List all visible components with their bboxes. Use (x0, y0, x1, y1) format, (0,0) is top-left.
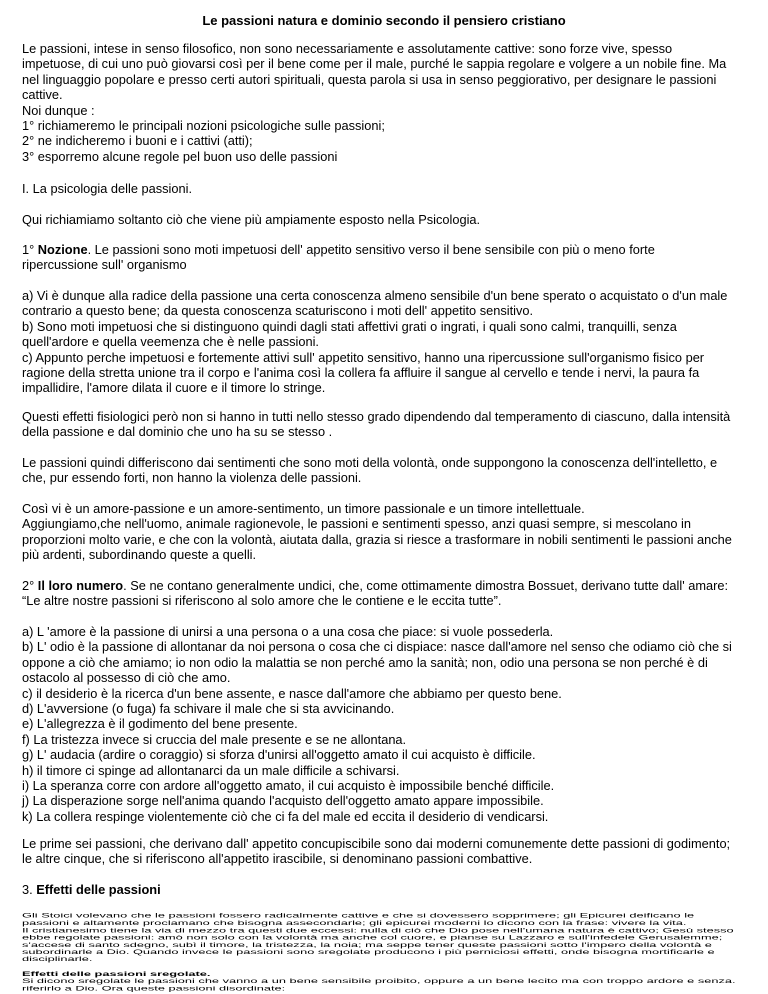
nozione-line: 1° Nozione. Le passioni sono moti impetuosi dell' appetito sensitivo verso il bene sensibile con più o meno forte (22, 242, 655, 257)
effetti-fisio-line: della passione e dal dominio che uno ha su se stesso . (22, 424, 333, 440)
passions-list-line: f) La tristezza invece si cruccia del male presente e se ne allontana. (22, 731, 407, 747)
points-abc-line: c) Appunto perche impetuosi e fortemente attivi sull' appetito sensitivo, hanno una ripercussione sull'organismo fisico per (22, 349, 705, 365)
intro-paragraph (22, 41, 748, 164)
numero-line: “Le altre nostre passioni si riferiscono al solo amore che le contiene e le eccita tutte”. (22, 593, 502, 609)
nozione-line: ripercussione sull' organismo (22, 257, 187, 273)
nozione-paragraph (22, 242, 748, 273)
stoici-line: subordinarle a Dio. Quando invece le passioni sono sregolate producono i più perniciosi effetti, onde bisogna mortificarle e (22, 948, 715, 956)
points-abc-line: b) Sono moti impetuosi che si distinguono quindi dagli stati affettivi grati o ingrati, i quali sono calmi, tranquilli, senza (22, 318, 677, 334)
sregolate-line: riferirlo a Dio. Ora queste passioni disordinate: (22, 984, 286, 992)
differiscono-paragraph (22, 455, 748, 486)
passions-list-line: a) L 'amore è la passione di unirsi a una persona o a una cosa che piace: si vuole possederla. (22, 624, 554, 639)
stoici-line: Il cristianesimo tiene la via di mezzo tra questi due eccessi: nulla di ciò che Dio pose nell'umana natura è cattivo; Gesù stesso (22, 926, 734, 934)
amore-passione-line: proporzioni molto varie, e che con la volontà, aiutata dalla, grazia si riesce a trasformare in nobili sentimenti le passioni anche (22, 531, 732, 547)
section-intro (22, 212, 748, 227)
intro-line: nel linguaggio popolare e presso certi autori spirituali, questa parola si usa in senso peggiorativo, per designare le passioni (22, 71, 717, 87)
passions-list-line: c) il desiderio è la ricerca d'un bene assente, e nasce dall'amore che abbiamo per questo bene. (22, 685, 562, 701)
passions-list-line: oppone a ciò che amiamo; io non odio la malattia se non perché amo la sanità; non, odio una persona se non perché è di (22, 654, 708, 670)
intro-line: Le passioni, intese in senso filosofico, non sono necessariamente e assolutamente cattive: sono forze vive, spesso (22, 41, 673, 56)
numero-paragraph (22, 578, 748, 609)
stoici-line: s'accese di santo sdegno, subì il timore, la tristezza, la noia; ma seppe tener queste passioni sotto l'impero della volontà e (22, 941, 712, 949)
passions-list-line: k) La collera respinge violentemente ciò che ci fa del male ed eccita il desiderio di vendicarsi. (22, 808, 549, 824)
points-abc-line: impallidire, l'amore dilata il cuore e il timore lo stringe. (22, 380, 326, 396)
passions-list-line: i) La speranza corre con ardore all'oggetto amato, il cui acquisto è impossibile benché difficile. (22, 778, 555, 794)
amore-passione-line: più ardenti, subordinando queste a quelli. (22, 547, 257, 563)
intro-line: Noi dunque : (22, 102, 95, 118)
amore-passione-line: Così vi è un amore-passione e un amore-sentimento, un timore passionale e un timore intellettuale. (22, 501, 585, 516)
intro-line: 1° richiameremo le principali nozioni psicologiche sulle passioni; (22, 118, 385, 134)
points-abc-line: quell'ardore e quella veemenza che è nelle passioni. (22, 334, 319, 350)
passions-list-line: e) L'allegrezza è il godimento del bene presente. (22, 716, 298, 732)
points-abc-line: a) Vi è dunque alla radice della passione una certa conoscenza almeno sensibile d'un bene sperato o acquistato o d'un male (22, 288, 728, 303)
prime-sei-paragraph (22, 836, 748, 867)
differiscono-line: che, pur essendo forti, non hanno la violenza delle passioni. (22, 470, 362, 486)
differiscono-line: Le passioni quindi differiscono dai sentimenti che sono moti della volontà, onde suppongono la conoscenza dell'intelletto, e (22, 455, 718, 470)
section-heading (22, 181, 748, 196)
section1-heading: I. La psicologia delle passioni. (22, 181, 193, 196)
intro-line: 2° ne indicheremo i buoni e i cattivi (atti); (22, 133, 253, 149)
numero-line: 2° Il loro numero. Se ne contano generalmente undici, che, come ottimamente dimostra Bossuet, derivano tutte dall' amare: (22, 578, 729, 593)
sregolate-heading: Effetti delle passioni sregolate. (22, 970, 211, 978)
passions-list-line: h) il timore ci spinge ad allontanarci da un male difficile a schivarsi. (22, 762, 400, 778)
effetti-heading: 3. Effetti delle passioni (22, 882, 161, 897)
intro-line: impetuose, di cui uno può giovarsi così per il bene come per il male, purché le sappia regolare e volgere a un nobile fine. Ma (22, 56, 727, 72)
sregolate-line: Si dicono sregolate le passioni che vanno a un bene sensibile proibito, oppure a un bene lecito ma con troppo ardore e senza. (22, 977, 736, 985)
document-title: Le passioni natura e dominio secondo il pensiero cristiano (202, 13, 566, 28)
passions-list-line: g) L' audacia (ardire o coraggio) si sforza d'unirsi all'oggetto amato il cui acquisto è difficile. (22, 747, 536, 763)
points-abc-line: contrario a questo bene; da questa conoscenza scaturiscono i moti dell' appetito sensitivo. (22, 303, 534, 319)
effetti-fisio-line: Questi effetti fisiologici però non si hanno in tutti nello stesso grado dipendendo dal temperamento di ciascuno, dalla intensità (22, 409, 731, 424)
stoici-line: ebbe regolate passioni: amò non solo con la volontà ma anche col cuore, e pianse su Lazzaro e sull'infedele Gerusalemme; (22, 933, 723, 941)
passions-list-line: j) La disperazione sorge nell'anima quando l'acquisto dell'oggetto amato appare impossibile. (22, 793, 544, 809)
passions-list-line: d) L'avversione (o fuga) fa schivare il male che si sta avvicinando. (22, 701, 395, 717)
effetti-fisiologici-paragraph (22, 409, 748, 440)
stoici-line: passioni e altamente proclamano che bisogna assecondarle; gli epicurei moderni lo dicono con la frase: vivere la vita. (22, 919, 687, 927)
effetti-heading-term: Effetti delle passioni (36, 882, 161, 897)
stoici-paragraph (22, 912, 748, 963)
stoici-line: disciplinarle. (22, 955, 93, 963)
points-abc-line: ragione della stretta unione tra il corpo e l'anima così la collera fa affluire il sangue al cervello e tende i nervi, la paura fa (22, 365, 700, 381)
points-abc-paragraph (22, 288, 748, 396)
passions-list-line: b) L' odio è la passione di allontanar da noi persona o cosa che ci dispiace: nasce dall'amore nel senso che odiamo ciò che si (22, 639, 732, 655)
numero-term: Il loro numero (37, 578, 124, 593)
passions-list (22, 624, 748, 824)
intro-line: 3° esporremo alcune regole pel buon uso delle passioni (22, 148, 338, 164)
intro-line: cattive. (22, 87, 63, 103)
lower-block (22, 912, 748, 992)
passions-list-line: ostacolo al possesso di ciò che amo. (22, 670, 231, 686)
section1-intro: Qui richiamiamo soltanto ciò che viene più ampiamente esposto nella Psicologia. (22, 212, 481, 227)
amore-passione-paragraph (22, 501, 748, 563)
prime-sei-line: le altre cinque, che si riferiscono all'appetito irascibile, si denominano passioni combattive. (22, 851, 533, 867)
nozione-term: Nozione (37, 242, 88, 257)
amore-passione-line: Aggiungiamo,che nell'uomo, animale ragionevole, le passioni e sentimenti spesso, anzi quasi sempre, si mescolano in (22, 516, 691, 532)
stoici-line: Gli Stoici volevano che le passioni fossero radicalmente cattive e che si dovessero sopprimere; gli Epicurei deificano le (22, 912, 695, 920)
prime-sei-line: Le prime sei passioni, che derivano dall' appetito concupiscibile sono dai moderni comunemente dette passioni di godimento; (22, 836, 731, 851)
